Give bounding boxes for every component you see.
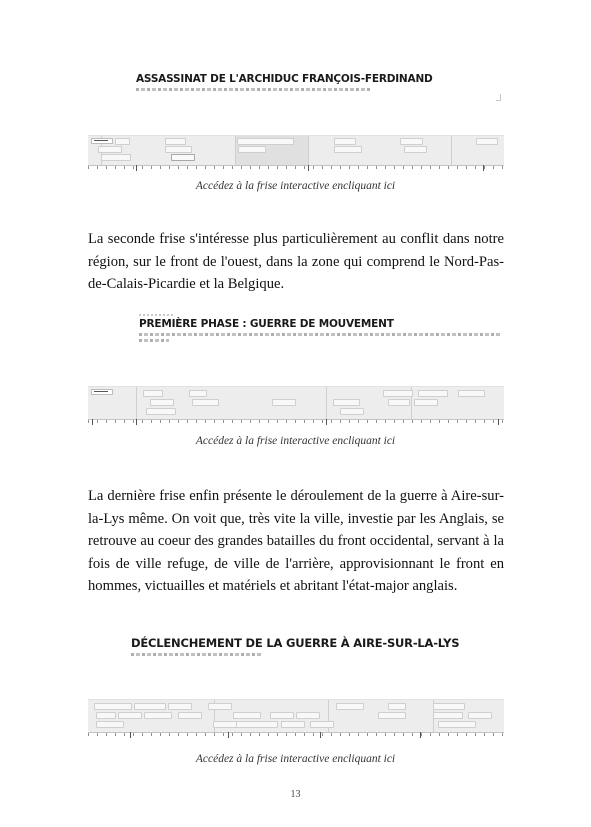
timeline-tag [91, 138, 113, 144]
timeline-axis [88, 419, 504, 426]
timeline-title: ASSASSINAT DE L'ARCHIDUC FRANÇOIS-FERDINAND [136, 73, 433, 85]
timeline-kicker [139, 314, 175, 316]
timeline-description-line-2 [139, 339, 169, 342]
timeline-link-caption[interactable]: Accédez à la frise interactive encliquant ici [195, 753, 396, 765]
timeline-description [136, 88, 372, 91]
timeline-track [88, 386, 504, 420]
timeline-track [88, 699, 504, 733]
page-number: 13 [290, 789, 301, 800]
timeline-title: PREMIÈRE PHASE : GUERRE DE MOUVEMENT [139, 318, 394, 330]
timeline-description [131, 653, 263, 656]
timeline-preview-2[interactable] [88, 312, 504, 430]
timeline-preview-1[interactable] [88, 70, 504, 176]
timeline-track [88, 135, 504, 166]
timeline-link-caption[interactable]: Accédez à la frise interactive encliquant ici [195, 180, 396, 192]
timeline-title: DÉCLENCHEMENT DE LA GUERRE À AIRE-SUR-LA-LYS [131, 636, 460, 650]
timeline-axis [88, 165, 504, 172]
timeline-tag [91, 389, 113, 395]
timeline-preview-3[interactable] [88, 630, 504, 744]
body-paragraph: La dernière frise enfin présente le déroulement de la guerre à Aire-sur-la-Lys même. On voit que, très vite la ville, investie par les Anglais, se retrouve au coeur des grandes batailles du front occidental, servant à la fois de ville refuge, de ville de l'arrière, approvisionnant le front en hommes, victuailles et matériels et abritant l'état-major anglais. [88, 488, 504, 594]
timeline-link-caption[interactable]: Accédez à la frise interactive encliquant ici [195, 435, 396, 447]
body-paragraph: La seconde frise s'intéresse plus particulièrement au conflit dans notre région, sur le front de l'ouest, dans la zone qui comprend le Nord-Pas-de-Calais-Picardie et la Belgique. [88, 231, 504, 292]
timeline-description [139, 333, 501, 336]
timeline-scroll-marker [496, 94, 501, 101]
timeline-axis [88, 732, 504, 739]
